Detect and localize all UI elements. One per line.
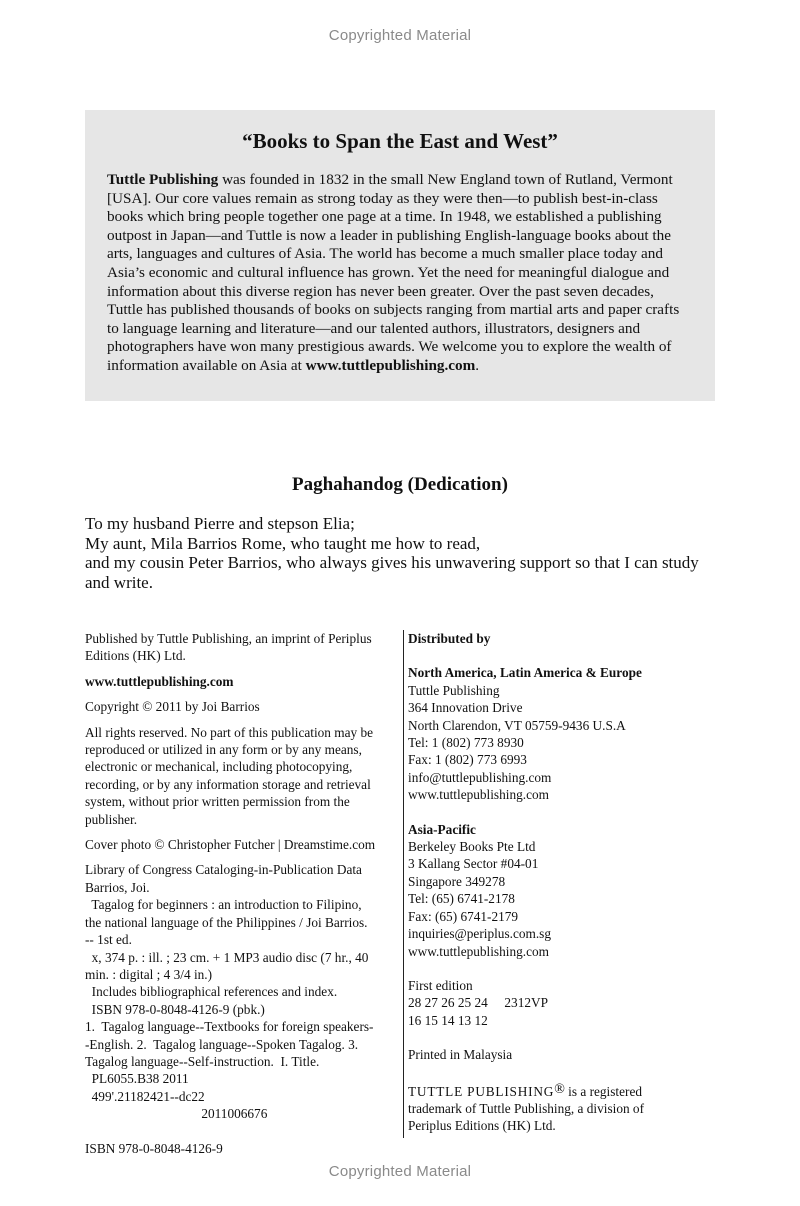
cip-line: Includes bibliographical references and index. (85, 984, 338, 1000)
address-line: info@tuttlepublishing.com (408, 769, 552, 785)
trademark-name: TUTTLE PUBLISHING (408, 1083, 555, 1099)
registered-symbol: ® (554, 1081, 565, 1097)
trademark-line: trademark of Tuttle Publishing, a division of (408, 1100, 645, 1116)
address-line: Fax: 1 (802) 773 6993 (408, 752, 527, 768)
north-america-heading: North America, Latin America & Europe (408, 665, 642, 681)
cip-line: x, 374 p. : ill. ; 23 cm. + 1 MP3 audio disc (7 hr., 40 (85, 949, 369, 965)
isbn: ISBN 978-0-8048-4126-9 (85, 1140, 223, 1156)
edition-line: First edition (408, 977, 473, 993)
cip-line: the national language of the Philippines / Joi Barrios. (85, 914, 368, 930)
trademark-line: Periplus Editions (HK) Ltd. (408, 1118, 556, 1134)
dedication-body (85, 514, 715, 592)
cip-line: -- 1st ed. (85, 932, 132, 948)
about-text: was founded in 1832 in the small New England town of Rutland, Vermont [USA]. Our core values remain as strong today as they were then—to publish best-in-class books which bring people together one page at a time. In 1948, we established a publishing outpost in Japan—and Tuttle is now a leader in publishing English-language books about the arts, languages and cultures of Asia. The world has become a much smaller place today and Asia’s economic and cultural influence has grown. Yet the need for meaningful dialogue and information about this diverse region has never been greater. Over the past seven decades, Tuttle has published thousands of books on subjects ranging from martial arts and paper crafts to language learning and literature—and our talented authors, illustrators, designers and photographers have won many prestigious awards. We welcome you to explore the wealth of information available on Asia at (107, 171, 680, 374)
watermark-top: Copyrighted Material (328, 27, 472, 44)
rights-line: reproduced or utilized in any form or by any means, (85, 742, 362, 758)
about-lead: Tuttle Publishing (107, 171, 219, 188)
cip-line: -English. 2. Tagalog language--Spoken Tagalog. 3. (85, 1036, 359, 1052)
rights-line: system, without prior written permission from the (85, 794, 350, 810)
cip-data (85, 861, 397, 1122)
about-end: . (475, 356, 480, 374)
cip-line: Tagalog for beginners : an introduction to Filipino, (85, 897, 362, 913)
cip-line: Barrios, Joi. (85, 879, 150, 895)
rights-line: publisher. (85, 811, 138, 827)
published-by-line: Editions (HK) Ltd. (85, 648, 186, 664)
publisher-website: www.tuttlepublishing.com (85, 673, 234, 689)
address-line: inquiries@periplus.com.sg (408, 926, 551, 942)
cip-line: 1. Tagalog language--Textbooks for foreign speakers- (85, 1019, 374, 1035)
published-by-line: Published by Tuttle Publishing, an imprint of Periplus (85, 631, 372, 646)
dedication-line: My aunt, Mila Barrios Rome, who taught me how to read, (85, 533, 481, 553)
cip-line: min. : digital ; 4 3/4 in.) (85, 966, 213, 982)
rights-line: recording, or by any information storage and retrieval (85, 776, 371, 792)
address-line: Fax: (65) 6741-2179 (408, 908, 519, 924)
asia-pacific-heading: Asia-Pacific (408, 821, 476, 837)
trademark-text: is a registered (564, 1083, 642, 1099)
address-line: Tel: 1 (802) 773 8930 (408, 735, 524, 751)
cip-line: Tagalog language--Self-instruction. I. Title. (85, 1053, 320, 1069)
address-line: Tuttle Publishing (408, 682, 500, 698)
cover-photo-credit: Cover photo © Christopher Futcher | Dreamstime.com (85, 837, 376, 853)
asia-pacific-address (408, 838, 720, 960)
cip-line: PL6055.B38 2011 (85, 1071, 189, 1087)
rights-statement (85, 724, 397, 828)
address-line: Berkeley Books Pte Ltd (408, 839, 536, 855)
printed-in: Printed in Malaysia (408, 1047, 513, 1063)
address-line: North Clarendon, VT 05759-9436 U.S.A (408, 717, 626, 733)
distributed-by-heading: Distributed by (408, 631, 491, 646)
address-line: Tel: (65) 6741-2178 (408, 891, 515, 907)
about-title: “Books to Span the East and West” (242, 129, 558, 153)
colophon-column (85, 630, 397, 1157)
address-line: www.tuttlepublishing.com (408, 943, 549, 959)
address-line: 3 Kallang Sector #04-01 (408, 856, 539, 872)
edition-line: 16 15 14 13 12 (408, 1012, 488, 1028)
rights-line: All rights reserved. No part of this publication may be (85, 724, 374, 740)
trademark-notice (408, 1081, 720, 1135)
dedication-line: and my cousin Peter Barrios, who always gives his unwavering support so that I can study and write. (85, 553, 699, 592)
about-link: www.tuttlepublishing.com (305, 356, 476, 374)
dedication-line: To my husband Pierre and stepson Elia; (85, 514, 355, 533)
address-line: 364 Innovation Drive (408, 700, 523, 716)
cip-line: Library of Congress Cataloging-in-Publication Data (85, 862, 362, 878)
cip-line: ISBN 978-0-8048-4126-9 (pbk.) (85, 1001, 265, 1017)
address-line: Singapore 349278 (408, 873, 506, 889)
about-body (107, 171, 693, 376)
rights-line: electronic or mechanical, including photocopying, (85, 759, 353, 775)
distribution-column (403, 630, 720, 1138)
dedication-title: Paghahandog (Dedication) (292, 474, 508, 495)
about-publisher-box (85, 110, 715, 401)
watermark-bottom: Copyrighted Material (328, 1163, 472, 1180)
cip-line: 499'.21182421--dc22 (85, 1088, 205, 1104)
edition-line: 28 27 26 25 24 2312VP (408, 995, 548, 1011)
cip-line: 2011006676 (85, 1106, 268, 1122)
edition-info (408, 977, 720, 1029)
copyright-line: Copyright © 2011 by Joi Barrios (85, 699, 260, 715)
address-line: www.tuttlepublishing.com (408, 787, 549, 803)
published-by (85, 630, 397, 665)
north-america-address (408, 682, 720, 804)
